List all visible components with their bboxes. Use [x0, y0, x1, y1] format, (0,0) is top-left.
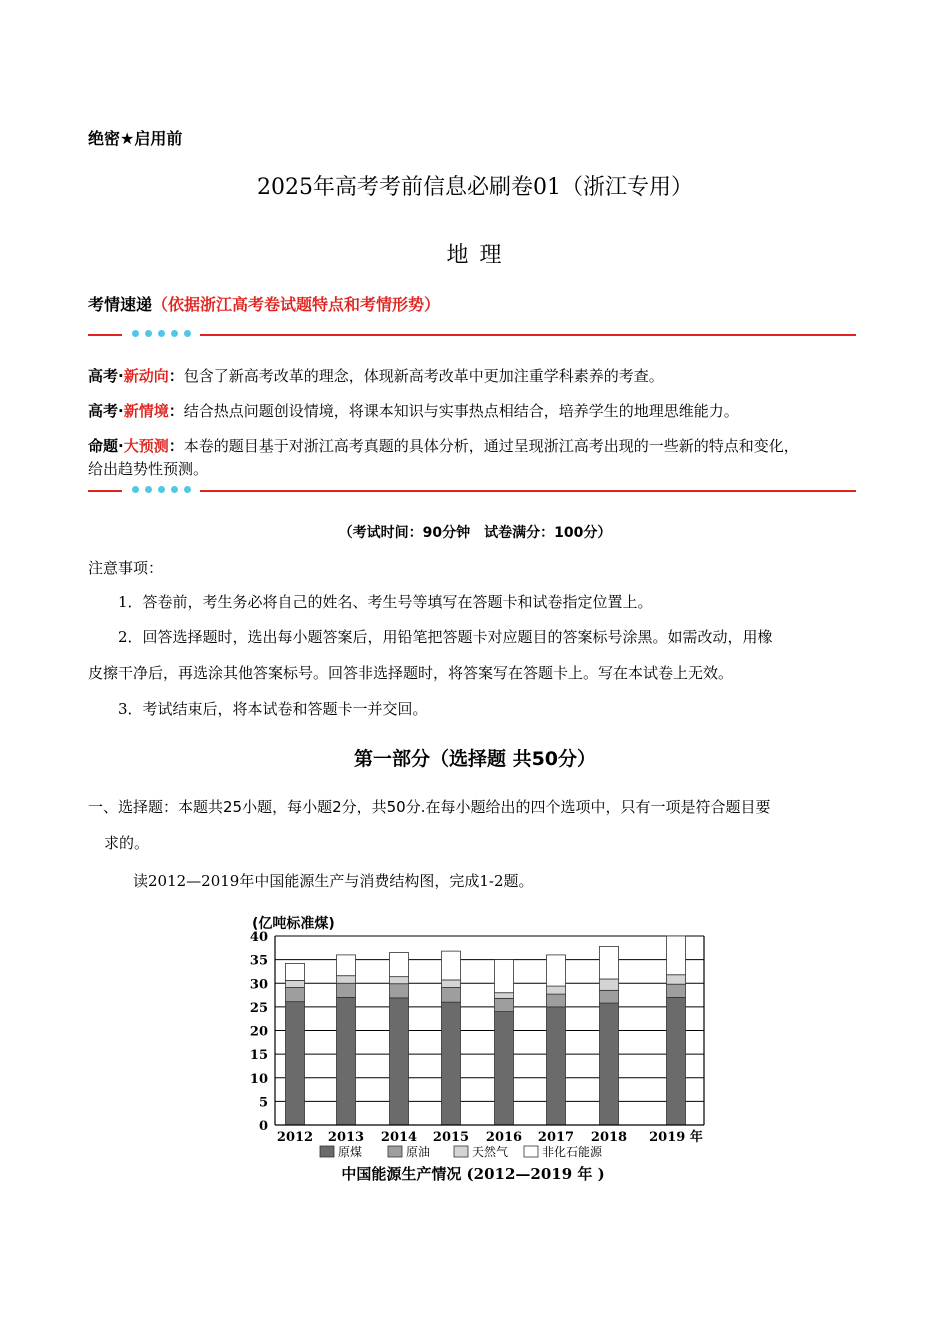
bar-segment-原油: [390, 984, 409, 998]
y-tick-label: 5: [258, 1095, 268, 1111]
bar-segment-原煤: [600, 1003, 619, 1125]
chart-ylabel: (亿吨标准煤): [252, 916, 335, 932]
bar-segment-原油: [286, 988, 305, 1002]
overview-heading-label: 考情速递: [88, 295, 153, 314]
section-instruction: 一、选择题：本题共25小题，每小题2分，共50分.在每小题给出的四个选项中，只有一项是符合题目要: [88, 798, 771, 816]
note-item-1: 1．答卷前，考生务必将自己的姓名、考生号等填写在答题卡和试卷指定位置上。: [118, 593, 653, 611]
bar-segment-天然气: [337, 976, 356, 984]
overview-item-new-context: 高考·新情境：结合热点问题创设情境，将课本知识与实事热点相结合，培养学生的地理思维能力。: [88, 402, 739, 420]
legend-label: 非化石能源: [542, 1145, 603, 1159]
y-tick-label: 20: [249, 1024, 268, 1040]
x-tick-label: 2018: [590, 1130, 628, 1145]
overview-heading: [88, 292, 440, 315]
bar-segment-天然气: [667, 975, 686, 984]
subject-title: 地 理: [446, 243, 504, 268]
legend-swatch: [388, 1146, 402, 1157]
bar-segment-天然气: [390, 977, 409, 984]
energy-production-chart: [240, 906, 720, 1196]
overview-heading-note: （依据浙江高考卷试题特点和考情形势）: [152, 295, 441, 314]
bar-segment-原油: [337, 983, 356, 997]
legend-label: 原煤: [338, 1145, 363, 1159]
bar-segment-非化石能源: [600, 946, 619, 979]
secret-mark: 绝密★启用前: [88, 129, 183, 148]
note-item-3: 3．考试结束后，将本试卷和答题卡一并交回。: [118, 700, 428, 718]
legend-label: 天然气: [472, 1145, 509, 1159]
overview-item-prediction-cont: 给出趋势性预测。: [88, 460, 209, 478]
overview-item-new-trend: 高考·新动向：包含了新高考改革的理念，体现新高考改革中更加注重学科素养的考查。: [88, 367, 664, 385]
x-tick-label: 2015: [432, 1130, 470, 1145]
question-intro: 读2012—2019年中国能源生产与消费结构图，完成1-2题。: [133, 872, 534, 890]
section-instruction-cont: 求的。: [104, 834, 150, 852]
top-divider: [88, 325, 856, 345]
bar-segment-非化石能源: [495, 960, 514, 993]
x-tick-label: 2017: [537, 1130, 575, 1145]
overview-item-prediction: 命题·大预测：本卷的题目基于对浙江高考真题的具体分析，通过呈现浙江高考出现的一些新的特点和变化，: [88, 437, 799, 455]
legend-swatch: [524, 1146, 538, 1157]
x-tick-label: 2012: [276, 1130, 314, 1145]
bar-segment-非化石能源: [547, 955, 566, 986]
legend-label: 原油: [406, 1145, 431, 1159]
y-tick-label: 40: [249, 930, 268, 945]
bar-segment-非化石能源: [337, 955, 356, 976]
bar-segment-天然气: [495, 993, 514, 999]
bar-segment-天然气: [547, 986, 566, 994]
x-tick-label: 2013: [327, 1130, 365, 1145]
legend-swatch: [320, 1146, 334, 1157]
part1-title: 第一部分（选择题 共50分）: [353, 748, 597, 770]
bar-segment-原煤: [337, 997, 356, 1125]
bar-segment-非化石能源: [442, 951, 461, 980]
bar-segment-非化石能源: [286, 963, 305, 980]
bar-segment-原油: [442, 988, 461, 1003]
bar-segment-天然气: [286, 980, 305, 987]
bar-segment-原油: [600, 990, 619, 1003]
legend-swatch: [454, 1146, 468, 1157]
x-tick-label: 2016: [485, 1130, 523, 1145]
y-tick-label: 25: [249, 1000, 268, 1016]
x-tick-label: 2019 年: [649, 1130, 703, 1145]
bar-segment-天然气: [600, 979, 619, 990]
y-tick-label: 35: [249, 953, 268, 969]
exam-info: （考试时间：90分钟 试卷满分：100分）: [338, 525, 612, 541]
bar-segment-原油: [495, 998, 514, 1011]
bar-segment-原煤: [547, 1007, 566, 1125]
y-tick-label: 15: [249, 1048, 268, 1064]
bar-segment-非化石能源: [390, 953, 409, 977]
bar-segment-非化石能源: [667, 936, 686, 975]
bar-segment-原煤: [667, 997, 686, 1125]
bar-segment-原油: [667, 984, 686, 997]
bar-segment-原煤: [390, 998, 409, 1125]
bar-segment-原煤: [442, 1002, 461, 1125]
bar-segment-原油: [547, 994, 566, 1007]
notes-heading: 注意事项：: [88, 559, 164, 577]
y-tick-label: 10: [249, 1071, 268, 1087]
bar-segment-原煤: [495, 1012, 514, 1125]
note-item-2-cont: 皮擦干净后，再选涂其他答案标号。回答非选择题时，将答案写在答题卡上。写在本试卷上无效。: [88, 664, 734, 682]
y-tick-label: 0: [258, 1119, 268, 1134]
chart-title: 中国能源生产情况 (2012—2019 年 ): [341, 1165, 605, 1183]
paper-title: 2025年高考考前信息必刷卷01（浙江专用）: [257, 175, 693, 200]
y-tick-label: 30: [249, 977, 268, 993]
x-tick-label: 2014: [380, 1130, 418, 1145]
bottom-divider: [88, 481, 856, 501]
note-item-2: 2．回答选择题时，选出每小题答案后，用铅笔把答题卡对应题目的答案标号涂黑。如需改动，用橡: [118, 628, 773, 646]
bar-segment-天然气: [442, 980, 461, 988]
bar-segment-原煤: [286, 1002, 305, 1125]
